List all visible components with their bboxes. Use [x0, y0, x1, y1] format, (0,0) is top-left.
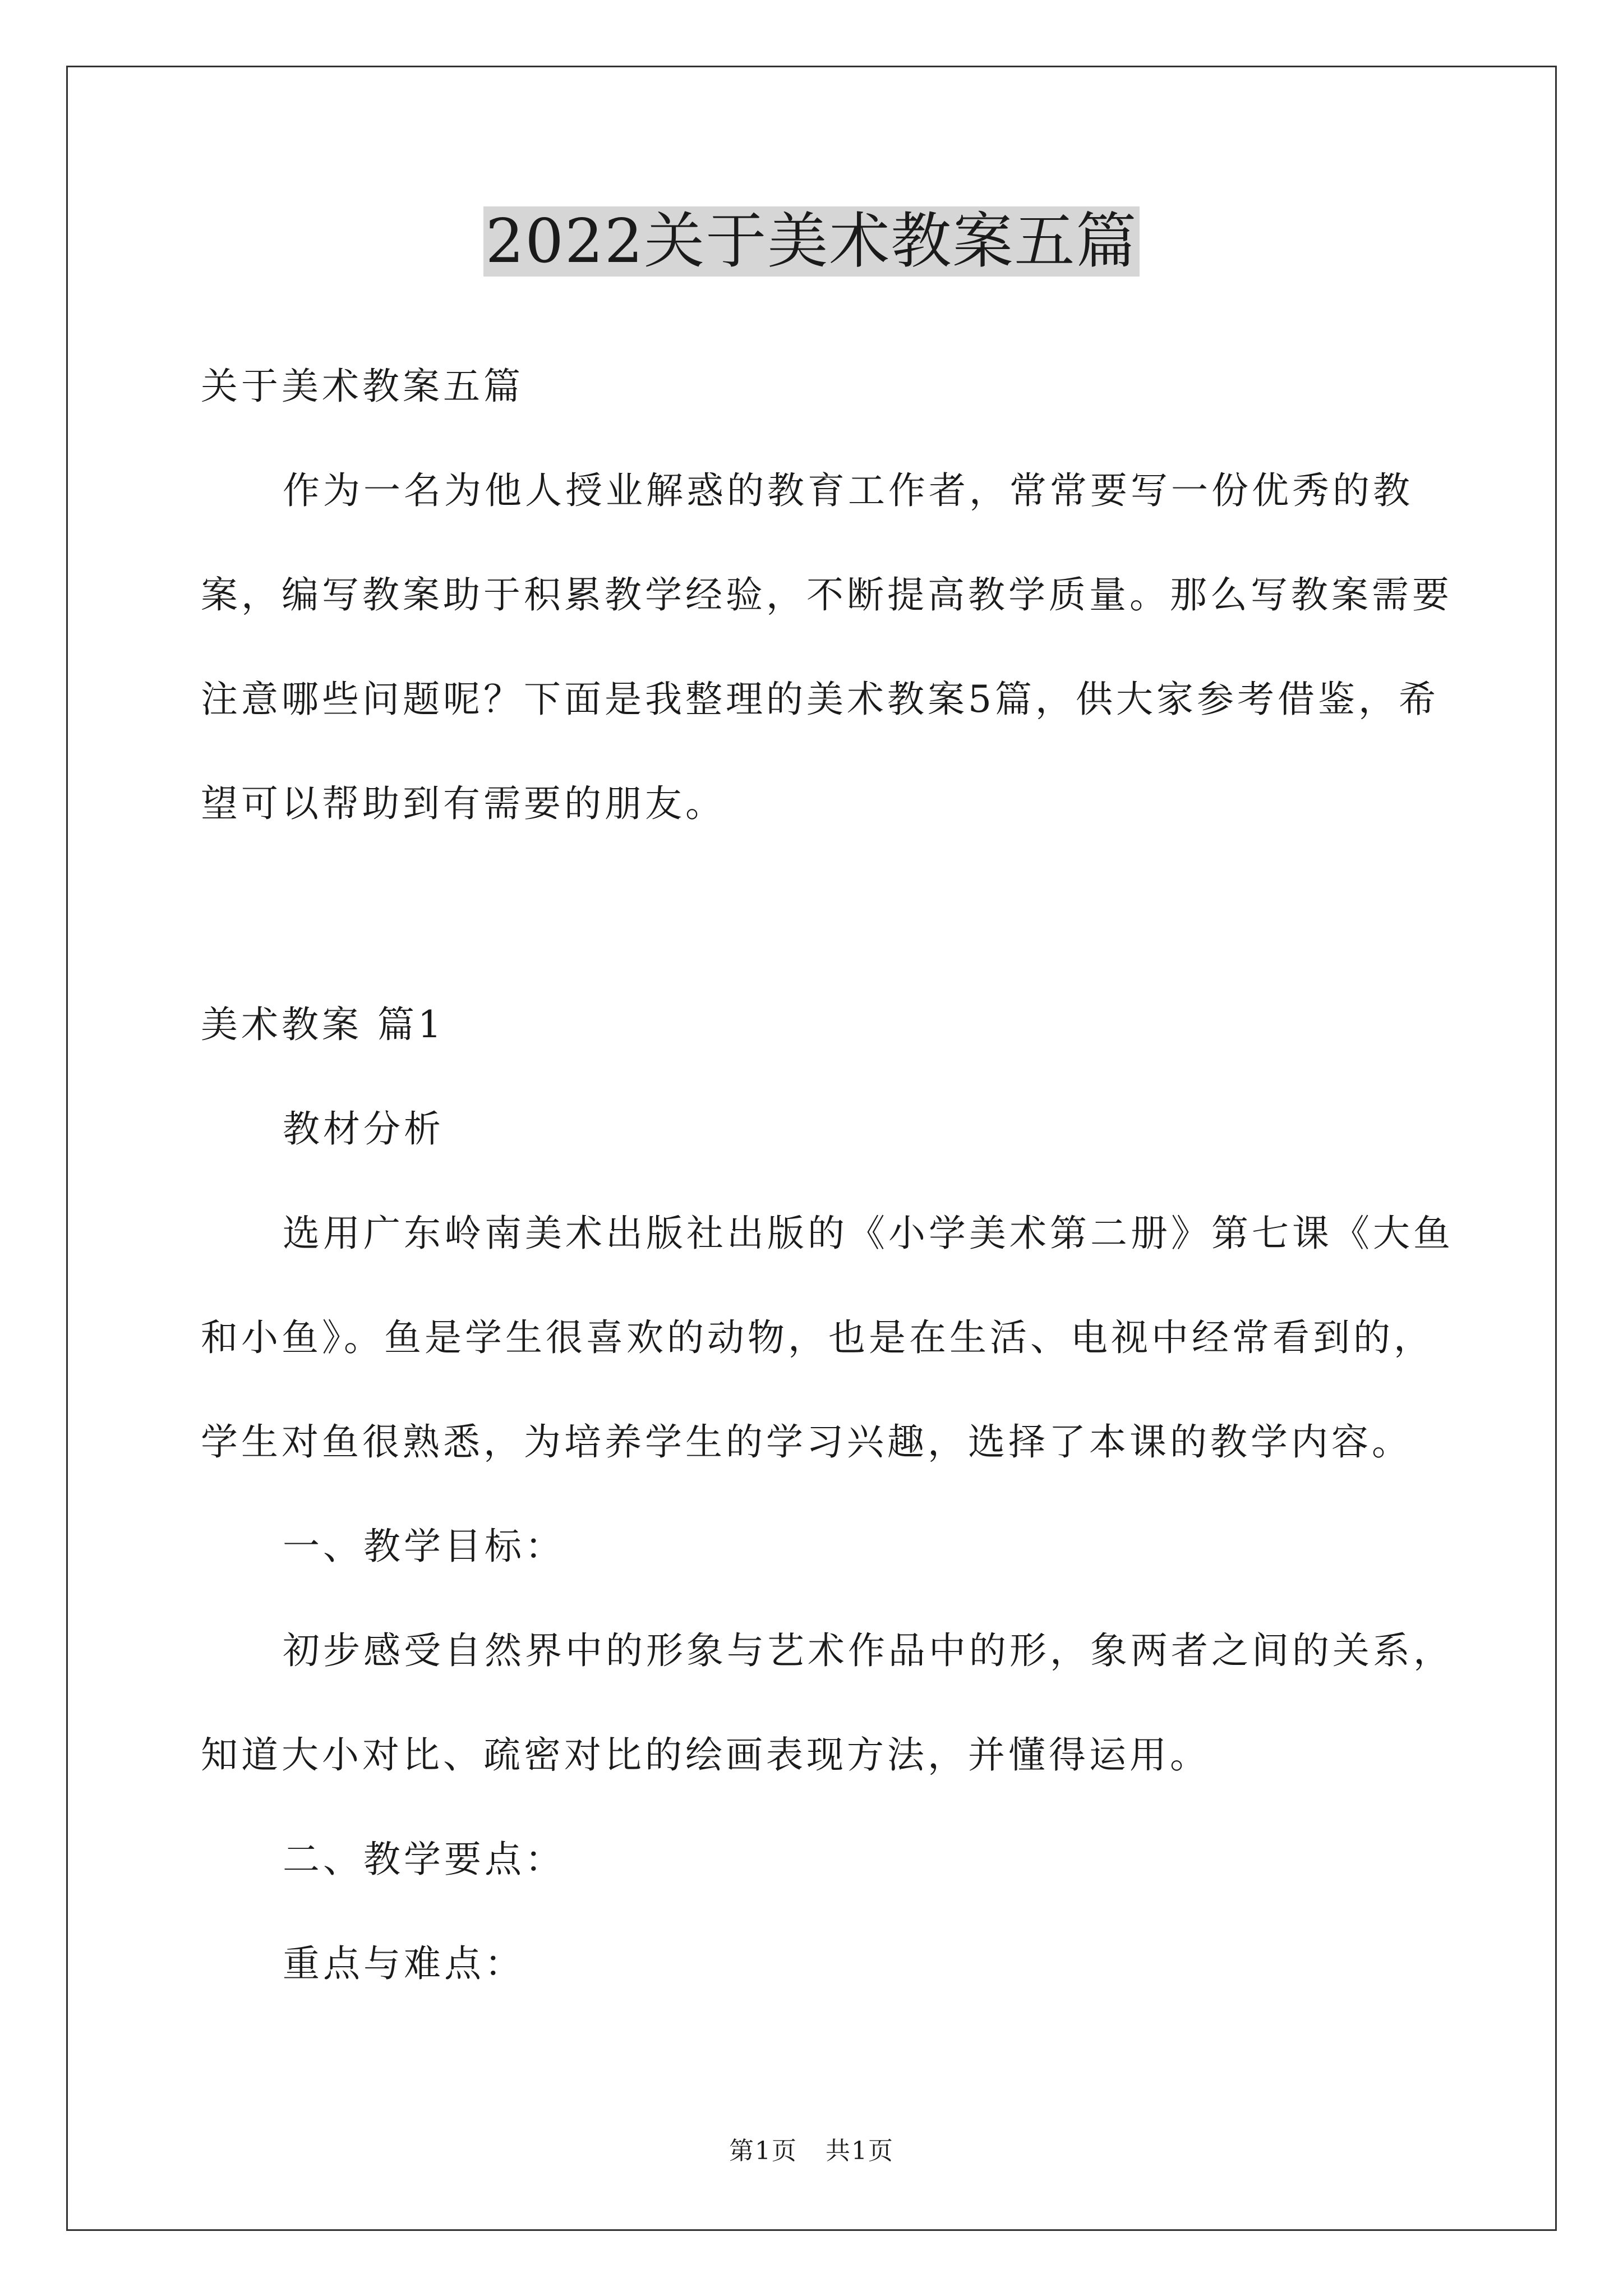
analysis-heading: 教材分析 — [283, 1107, 444, 1151]
document-body — [201, 334, 1457, 856]
page-footer — [0, 2134, 1623, 2168]
analysis-paragraph: 选用广东岭南美术出版社出版的《小学美术第二册》第七课《大鱼和小鱼》。鱼是学生很喜欢的动物，也是在生活、电视中经常看到的，学生对鱼很熟悉，为培养学生的学习兴趣，选择了本课的教学内容。 — [201, 1212, 1454, 1464]
goal-paragraph: 初步感受自然界中的形象与艺术作品中的形，象两者之间的关系，知道大小对比、疏密对比的绘画表现方法，并懂得运用。 — [201, 1629, 1454, 1777]
intro-paragraph: 作为一名为他人授业解惑的教育工作者，常常要写一份优秀的教案，编写教案助于积累教学经验，不断提高教学质量。那么写教案需要注意哪些问题呢？下面是我整理的美术教案5篇，供大家参考借鉴，希望可以帮助到有需要的朋友。 — [201, 469, 1453, 825]
page-number: 第1页 — [729, 2137, 797, 2165]
key-heading: 二、教学要点： — [283, 1838, 565, 1881]
document-title — [0, 200, 1623, 284]
section-1 — [201, 973, 1457, 2016]
subtitle: 关于美术教案五篇 — [201, 365, 524, 408]
goal-heading: 一、教学目标： — [283, 1525, 565, 1568]
page-total: 共1页 — [826, 2137, 894, 2165]
key-subheading: 重点与难点： — [283, 1942, 525, 1985]
section-heading: 美术教案 篇1 — [201, 1003, 445, 1046]
title-text: 2022关于美术教案五篇 — [483, 206, 1140, 277]
